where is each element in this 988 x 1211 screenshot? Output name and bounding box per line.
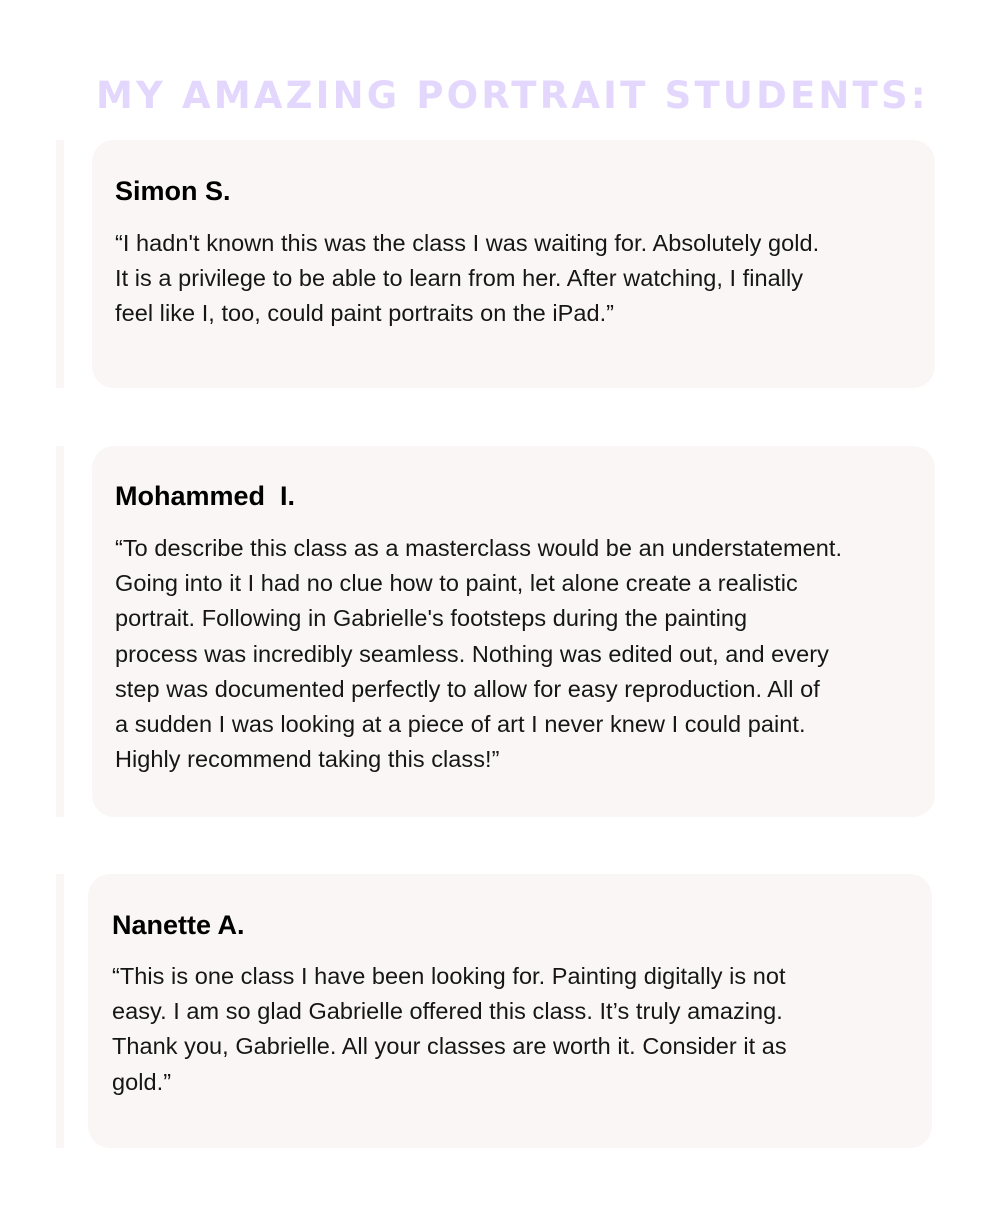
quote-line: “I hadn't known this was the class I was waiting for. Absolutely gold. — [115, 230, 820, 256]
accent-bar — [56, 446, 64, 817]
quote-line: step was documented perfectly to allow for easy reproduction. All of — [115, 675, 820, 702]
testimonial-card-nanette — [88, 874, 932, 1148]
quote-line: Going into it I had no clue how to paint, let alone create a realistic — [115, 570, 798, 597]
testimonial-quote — [115, 531, 842, 777]
quote-line: gold.” — [112, 1068, 172, 1095]
testimonial-quote — [112, 959, 787, 1100]
testimonial-author-name: Nanette A. — [112, 910, 245, 940]
quote-line: Highly recommend taking this class!” — [115, 746, 500, 773]
quote-line: process was incredibly seamless. Nothing was edited out, and every — [115, 640, 829, 667]
quote-line: “To describe this class as a masterclass would be an understatement. — [115, 535, 843, 561]
testimonial-card-simon — [92, 140, 935, 388]
quote-line: Thank you, Gabrielle. All your classes are worth it. Consider it as — [112, 1033, 787, 1060]
testimonial-quote — [115, 226, 819, 332]
accent-bar — [56, 874, 64, 1148]
testimonial-author-name: Mohammed I. — [115, 481, 296, 511]
quote-line: It is a privilege to be able to learn from her. After watching, I finally — [115, 265, 804, 292]
page-title: MY AMAZING PORTRAIT STUDENTS: — [96, 74, 929, 117]
quote-line: easy. I am so glad Gabrielle offered this class. It’s truly amazing. — [112, 998, 783, 1025]
testimonial-author-name: Simon S. — [115, 176, 231, 206]
accent-bar — [56, 140, 64, 388]
testimonial-card-mohammed — [92, 446, 935, 817]
quote-line: feel like I, too, could paint portraits on the iPad.” — [115, 300, 615, 327]
quote-line: “This is one class I have been looking for. Painting digitally is not — [112, 963, 786, 989]
quote-line: a sudden I was looking at a piece of art I never knew I could paint. — [115, 711, 806, 738]
quote-line: portrait. Following in Gabrielle's footsteps during the painting — [115, 605, 748, 632]
